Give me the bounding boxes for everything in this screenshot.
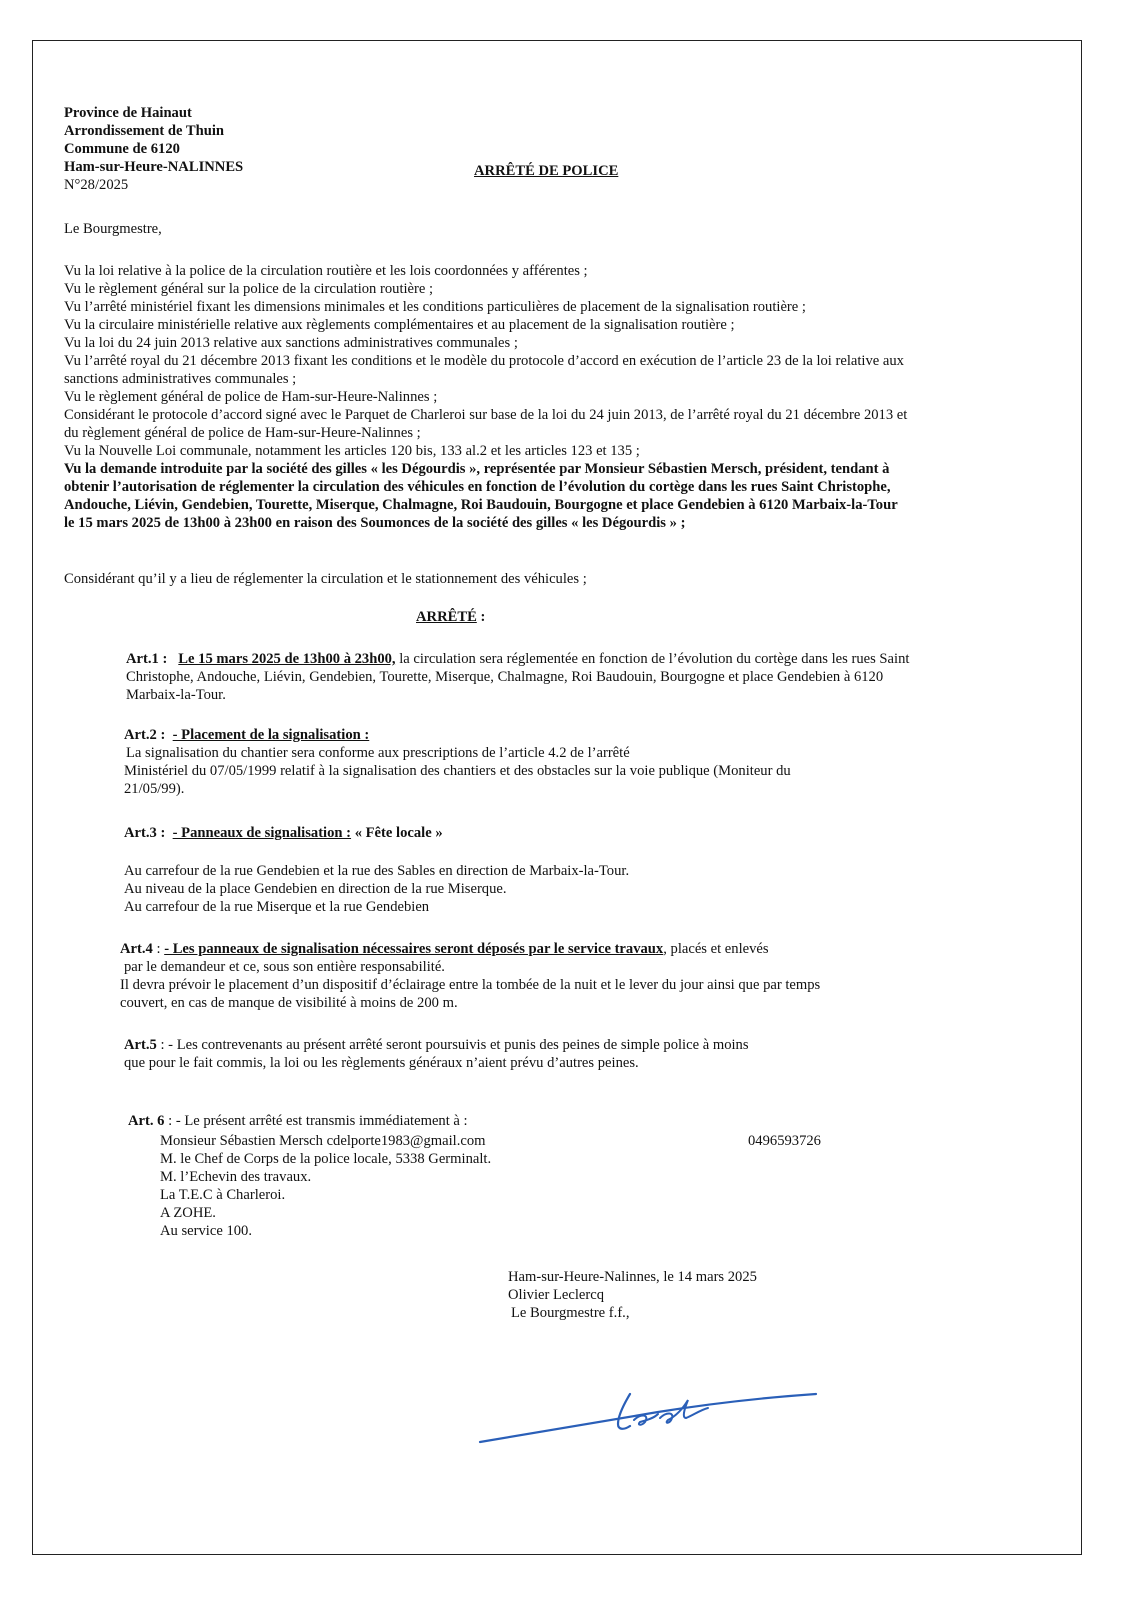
article-text: couvert, en cas de manque de visibilité à moins de 200 m.	[120, 995, 458, 1011]
consideration-line: Vu le règlement général sur la police de la circulation routière ;	[64, 281, 434, 297]
article-title-rest: « Fête locale »	[351, 825, 443, 841]
request-line: obtenir l’autorisation de réglementer la circulation des véhicules en fonction de l’évolution du cortège dans les rues Saint Christophe,	[64, 479, 891, 495]
signatory-name: Olivier Leclercq	[508, 1287, 605, 1303]
article-text: 21/05/99).	[124, 781, 185, 797]
consideration-line: Vu l’arrêté royal du 21 décembre 2013 fixant les conditions et le modèle du protocole d’accord en exécution de l’article 23 de la loi relative aux	[64, 353, 904, 369]
recipient-line: A ZOHE.	[160, 1205, 216, 1221]
request-line: Vu la demande introduite par la société des gilles « les Dégourdis », représentée par Monsieur Sébastien Mersch, président, tendant à	[64, 461, 890, 477]
request-paragraph	[64, 460, 898, 532]
locality: Ham-sur-Heure-NALINNES	[64, 159, 244, 175]
article-3-heading	[124, 824, 443, 842]
closing-block	[508, 1268, 757, 1322]
article-label: Art.4	[120, 941, 153, 957]
article-3-locations	[124, 862, 629, 916]
considering-statement: Considérant qu’il y a lieu de réglementer la circulation et le stationnement des véhicules ;	[64, 571, 587, 587]
article-text: Christophe, Andouche, Liévin, Gendebien, Tourette, Miserque, Chalmagne, Roi Baudouin, Bourgogne et place Gendebien à 6120	[126, 669, 884, 685]
article-text: La signalisation du chantier sera conforme aux prescriptions de l’article 4.2 de l’arrêté	[126, 745, 630, 761]
article-label: Art. 6	[128, 1113, 165, 1129]
recipient-line: M. l’Echevin des travaux.	[160, 1169, 312, 1185]
location-line: Au carrefour de la rue Miserque et la rue Gendebien	[124, 899, 430, 915]
commune: Commune de 6120	[64, 141, 180, 157]
article-text: la circulation sera réglementée en fonction de l’évolution du cortège dans les rues Saint	[395, 651, 910, 667]
location-line: Au carrefour de la rue Gendebien et la rue des Sables en direction de Marbaix-la-Tour.	[124, 863, 630, 879]
article-5	[124, 1036, 749, 1072]
consideration-line: Considérant le protocole d’accord signé avec le Parquet de Charleroi sur base de la loi du 24 juin 2013, de l’arrêté royal du 21 décembre 2013 et	[64, 407, 908, 423]
article-title: - Panneaux de signalisation :	[172, 825, 352, 841]
recipient-line: M. le Chef de Corps de la police locale, 5338 Germinalt.	[160, 1151, 492, 1167]
consideration-line: Vu la Nouvelle Loi communale, notamment les articles 120 bis, 133 al.2 et les articles 123 et 135 ;	[64, 443, 640, 459]
article-4	[120, 940, 820, 1012]
article-text: : - Le présent arrêté est transmis immédiatement à :	[164, 1113, 468, 1129]
arrondissement: Arrondissement de Thuin	[64, 123, 225, 139]
article-text: Ministériel du 07/05/1999 relatif à la signalisation des chantiers et des obstacles sur la voie publique (Moniteur du	[124, 763, 791, 779]
consideration-line: du règlement général de police de Ham-sur-Heure-Nalinnes ;	[64, 425, 421, 441]
consideration-line: Vu l’arrêté ministériel fixant les dimensions minimales et les conditions particulières de placement de la signalisation routière ;	[64, 299, 806, 315]
article-text: Il devra prévoir le placement d’un dispositif d’éclairage entre la tombée de la nuit et le lever du jour ainsi que par temps	[120, 977, 821, 993]
article-label-colon: :	[152, 941, 165, 957]
article-1	[126, 650, 909, 704]
recipient-line: Monsieur Sébastien Mersch cdelporte1983@gmail.com	[160, 1133, 486, 1149]
considerations-list	[64, 262, 907, 460]
signature	[478, 1380, 818, 1460]
recipient-line: Au service 100.	[160, 1223, 252, 1239]
recipients-list	[160, 1132, 491, 1240]
article-text: , placés et enlevés	[663, 941, 769, 957]
arrete-heading	[416, 608, 485, 626]
consideration-line: Vu la loi du 24 juin 2013 relative aux sanctions administratives communales ;	[64, 335, 518, 351]
recipient-line: La T.E.C à Charleroi.	[160, 1187, 286, 1203]
article-label: Art.1 :	[126, 651, 168, 667]
arrete-heading-colon: :	[476, 609, 486, 625]
consideration-line: Vu la loi relative à la police de la circulation routière et les lois coordonnées y afférentes ;	[64, 263, 588, 279]
article-text: par le demandeur et ce, sous son entière responsabilité.	[124, 959, 445, 975]
consideration-line: Vu la circulaire ministérielle relative aux règlements complémentaires et au placement de la signalisation routière ;	[64, 317, 735, 333]
article-title: - Les panneaux de signalisation nécessaires seront déposés par le service travaux	[164, 941, 664, 957]
issuer-block	[64, 104, 243, 176]
article-title: - Placement de la signalisation :	[172, 727, 370, 743]
article-text: que pour le fait commis, la loi ou les règlements généraux n’aient prévu d’autres peines.	[124, 1055, 639, 1071]
request-line: Andouche, Liévin, Gendebien, Tourette, Miserque, Chalmagne, Roi Baudouin, Bourgogne et place Gendebien à 6120 Marbaix-la-Tour	[64, 497, 898, 513]
consideration-line: Vu le règlement général de police de Ham-sur-Heure-Nalinnes ;	[64, 389, 438, 405]
request-line: le 15 mars 2025 de 13h00 à 23h00 en raison des Soumonces de la société des gilles « les Dégourdis » ;	[64, 515, 686, 531]
article-6-heading	[128, 1112, 468, 1130]
article-2	[124, 726, 791, 798]
article-label: Art.2 :	[124, 727, 166, 743]
article-text: : - Les contrevenants au présent arrêté seront poursuivis et punis des peines de simple police à moins	[156, 1037, 749, 1053]
article-text: Marbaix-la-Tour.	[126, 687, 226, 703]
salutation: Le Bourgmestre,	[64, 221, 162, 237]
signatory-role: Le Bourgmestre f.f.,	[511, 1305, 630, 1321]
place-date: Ham-sur-Heure-Nalinnes, le 14 mars 2025	[508, 1269, 757, 1285]
recipient-phone: 0496593726	[748, 1133, 821, 1149]
article-label: Art.5	[124, 1037, 157, 1053]
province: Province de Hainaut	[64, 105, 192, 121]
consideration-line: sanctions administratives communales ;	[64, 371, 297, 387]
location-line: Au niveau de la place Gendebien en direction de la rue Miserque.	[124, 881, 507, 897]
article-label: Art.3 :	[124, 825, 166, 841]
arrete-heading-text: ARRÊTÉ	[416, 609, 477, 625]
decree-number: N°28/2025	[64, 177, 129, 193]
article-date: Le 15 mars 2025 de 13h00 à 23h00,	[178, 651, 396, 667]
page-title: ARRÊTÉ DE POLICE	[474, 163, 619, 179]
